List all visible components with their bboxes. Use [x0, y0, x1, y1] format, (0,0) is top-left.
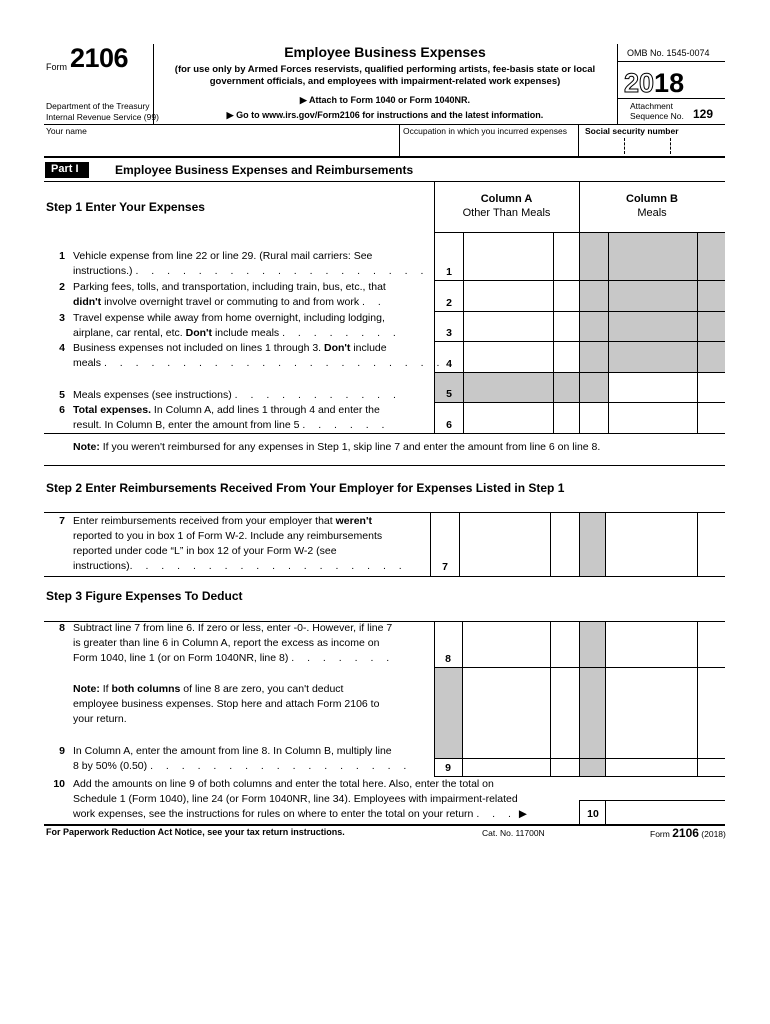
- line2-col-a[interactable]: [464, 281, 553, 310]
- column-b-title: Column B: [626, 193, 678, 205]
- line-5-number: 5: [59, 389, 65, 401]
- column-b-subtitle: Meals: [637, 207, 667, 219]
- goto-instruction: ▶ Go to www.irs.gov/Form2106 for instructions and the latest information.: [226, 110, 544, 120]
- line-8-text-b: is greater than line 6 in Column A, report the excess as income on: [73, 637, 380, 649]
- line-6-text-b: result. In Column B, enter the amount from line 5 . . . . . .: [73, 419, 390, 431]
- line-3-text-a: Travel expense while away from home overnight, including lodging,: [73, 312, 385, 324]
- line-8-text-c: Form 1040, line 1 (or on Form 1040NR, line 8) . . . . . . .: [73, 652, 395, 664]
- line6-col-a[interactable]: [464, 403, 553, 432]
- ssn-field[interactable]: [579, 136, 725, 156]
- line-7-number: 7: [59, 515, 65, 527]
- line-8-number: 8: [59, 622, 65, 634]
- step3-note-c: your return.: [73, 713, 127, 725]
- occupation-field[interactable]: [400, 136, 578, 156]
- arrow-right-icon: ▶: [518, 808, 527, 820]
- box-number-7: 7: [442, 561, 448, 573]
- line-1-text-a: Vehicle expense from line 22 or line 29. (Rural mail carriers: See: [73, 250, 373, 262]
- line7-col-b[interactable]: [606, 546, 697, 575]
- line-7-text-b: reported to you in box 1 of Form W-2. Include any reimbursements: [73, 530, 383, 542]
- line5-col-b[interactable]: [609, 373, 697, 402]
- form-subtitle-1: (for use only by Armed Forces reservists, qualified performing artists, fee-basis state or local: [174, 64, 596, 75]
- line9-col-b[interactable]: [606, 759, 697, 776]
- line-1-number: 1: [59, 250, 65, 262]
- step3-title: Step 3 Figure Expenses To Deduct: [46, 589, 243, 603]
- line-8-text-a: Subtract line 7 from line 6. If zero or less, enter -0-. However, if line 7: [73, 622, 393, 634]
- line-4-text-a: Business expenses not included on lines 1 through 3. Don't include: [73, 342, 387, 354]
- line9-col-a[interactable]: [463, 759, 550, 776]
- line-1-text-b: instructions.) . . . . . . . . . . . . . . . . . . .: [73, 265, 429, 277]
- step3-note-a: Note: If both columns of line 8 are zero, you can't deduct: [73, 683, 344, 695]
- line8-col-b[interactable]: [606, 637, 697, 666]
- line-10-number: 10: [53, 778, 65, 790]
- line-6-number: 6: [59, 404, 65, 416]
- paperwork-notice: For Paperwork Reduction Act Notice, see your tax return instructions.: [46, 827, 345, 837]
- box-number-1: 1: [446, 266, 452, 278]
- column-a-title: Column A: [480, 193, 533, 205]
- line-4-text-b: meals . . . . . . . . . . . . . . . . . . . . . .: [73, 357, 445, 369]
- omb-number: OMB No. 1545-0074: [627, 48, 710, 58]
- form-label: Form: [46, 62, 67, 72]
- irs-label: Internal Revenue Service (99): [46, 112, 159, 122]
- dept-treasury: Department of the Treasury: [46, 101, 150, 111]
- attachment-label: Attachment: [630, 101, 673, 111]
- box-number-4: 4: [446, 358, 452, 370]
- line-4-number: 4: [59, 342, 65, 354]
- tax-year: 2018: [624, 68, 685, 98]
- line1-col-a[interactable]: [464, 251, 553, 280]
- box-number-9: 9: [445, 762, 451, 774]
- step2-title: Step 2 Enter Reimbursements Received From Your Employer for Expenses Listed in Step 1: [46, 481, 565, 495]
- line7-col-a[interactable]: [460, 546, 550, 575]
- part-label: Part I: [45, 162, 89, 178]
- form-number: 2106: [70, 43, 129, 73]
- box-number-10: 10: [587, 808, 599, 820]
- step1-note: Note: If you weren't reimbursed for any expenses in Step 1, skip line 7 and enter the amount from line 6 on line 8.: [73, 441, 601, 453]
- line-5-text: Meals expenses (see instructions) . . . . . . . . . . .: [73, 389, 401, 401]
- line-6-text-a: Total expenses. In Column A, add lines 1 through 4 and enter the: [73, 404, 380, 416]
- line-9-text-b: 8 by 50% (0.50) . . . . . . . . . . . . . . . . .: [73, 760, 412, 772]
- occupation-label: Occupation in which you incurred expenses: [403, 126, 567, 136]
- step1-title: Step 1 Enter Your Expenses: [46, 200, 205, 214]
- line-7-text-c: reported under code “L” in box 12 of your Form W-2 (see: [73, 545, 337, 557]
- box-number-8: 8: [445, 653, 451, 665]
- sequence-label: Sequence No.: [630, 111, 684, 121]
- line6-col-b[interactable]: [609, 403, 697, 432]
- line-9-number: 9: [59, 745, 65, 757]
- part-title: Employee Business Expenses and Reimbursements: [115, 163, 414, 177]
- line3-col-a[interactable]: [464, 312, 553, 341]
- box-number-6: 6: [446, 419, 452, 431]
- line-7-text-a: Enter reimbursements received from your employer that weren't: [73, 515, 372, 527]
- box-number-3: 3: [446, 327, 452, 339]
- line-9-text-a: In Column A, enter the amount from line 8. In Column B, multiply line: [73, 745, 392, 757]
- your-name-label: Your name: [46, 126, 87, 136]
- form-subtitle-2: government officials, and employees with impairment-related work expenses): [209, 76, 561, 87]
- box-number-5: 5: [446, 388, 452, 400]
- box-number-2: 2: [446, 297, 452, 309]
- footer-form-id: Form 2106 (2018): [650, 826, 726, 840]
- line-2-text-a: Parking fees, tolls, and transportation, including train, bus, etc., that: [73, 281, 386, 293]
- sequence-number: 129: [693, 107, 714, 121]
- line-10-text-c: work expenses, see the instructions for rules on where to enter the total on your return . . . ▶: [73, 808, 527, 820]
- line-2-text-b: didn't involve overnight travel or commuting to and from work . .: [73, 296, 386, 308]
- line-10-text-a: Add the amounts on line 9 of both columns and enter the total here. Also, enter the total on: [73, 778, 494, 790]
- line10-total[interactable]: [606, 801, 725, 823]
- ssn-label: Social security number: [585, 126, 679, 136]
- line4-col-a[interactable]: [464, 342, 553, 371]
- name-field[interactable]: [44, 136, 399, 156]
- step3-note-b: employee business expenses. Stop here and attach Form 2106 to: [73, 698, 380, 710]
- attach-instruction: ▶ Attach to Form 1040 or Form 1040NR.: [299, 95, 471, 105]
- line-2-number: 2: [59, 281, 65, 293]
- form-title: Employee Business Expenses: [284, 44, 486, 60]
- line8-col-a[interactable]: [463, 637, 550, 666]
- line-10-text-b: Schedule 1 (Form 1040), line 24 (or Form 1040NR, line 34). Employees with impairment-related: [73, 793, 518, 805]
- catalog-number: Cat. No. 11700N: [482, 828, 545, 838]
- line-3-number: 3: [59, 312, 65, 324]
- line-7-text-d: instructions). . . . . . . . . . . . . . . . . .: [73, 560, 407, 572]
- column-a-subtitle: Other Than Meals: [462, 207, 551, 219]
- line-3-text-b: airplane, car rental, etc. Don't include meals . . . . . . . .: [73, 327, 401, 339]
